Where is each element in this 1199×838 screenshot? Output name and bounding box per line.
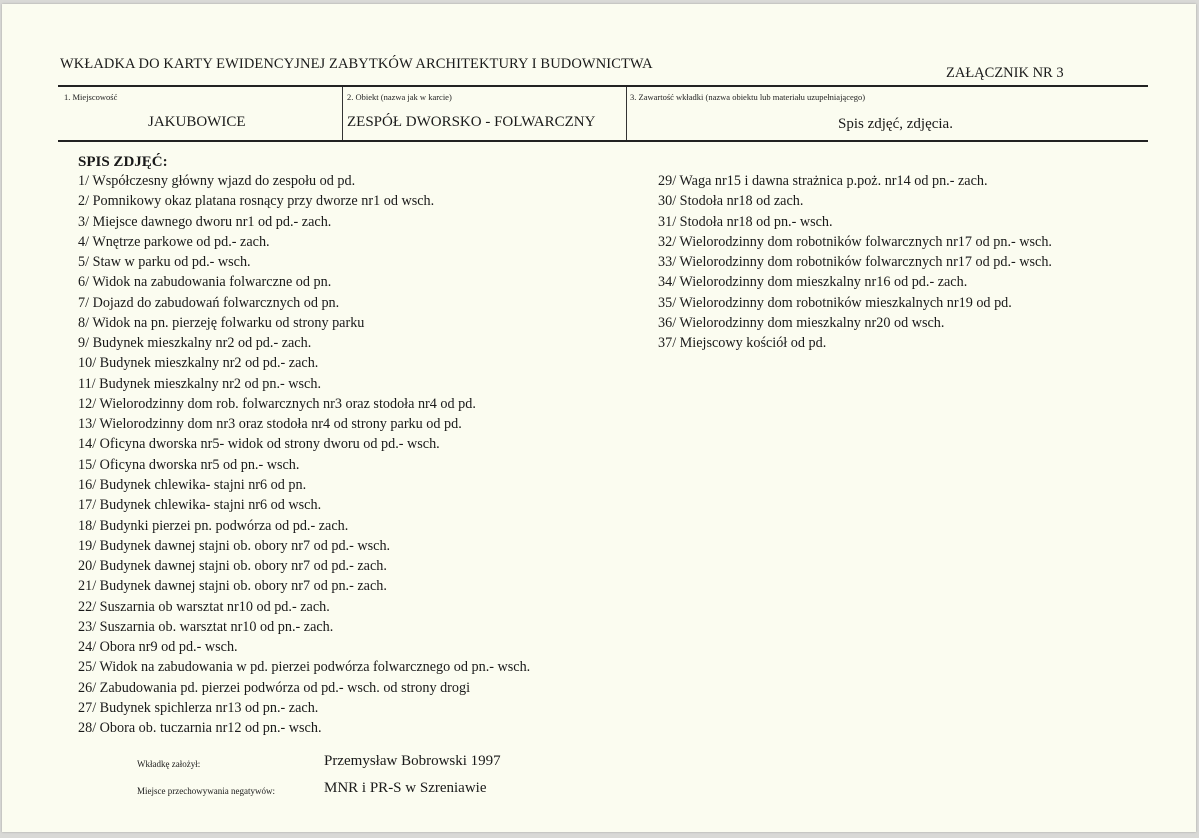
photo-list-item: 29/ Waga nr15 i dawna strażnica p.poż. nr14 od pn.- zach.: [658, 173, 988, 189]
document-title: WKŁADKA DO KARTY EWIDENCYJNEJ ZABYTKÓW ARCHITEKTURY I BUDOWNICTWA: [60, 56, 653, 72]
storage-value: MNR i PR-S w Szreniawie: [324, 780, 487, 796]
photo-list-item: 23/ Suszarnia ob. warsztat nr10 od pn.- zach.: [78, 618, 334, 635]
author-label: Wkładkę założył:: [137, 759, 201, 769]
photo-list-item: 6/ Widok na zabudowania folwarczne od pn.: [78, 274, 332, 291]
photo-list-item: 27/ Budynek spichlerza nr13 od pn.- zach.: [78, 699, 319, 716]
photo-list-item: 22/ Suszarnia ob warsztat nr10 od pd.- zach.: [78, 598, 330, 615]
photo-list-item: 1/ Współczesny główny wjazd do zespołu od pd.: [78, 173, 356, 189]
document-sheet: [2, 4, 1196, 832]
photo-list-item: 16/ Budynek chlewika- stajni nr6 od pn.: [78, 476, 307, 493]
photo-list-right: [658, 171, 1052, 353]
photo-list-item: 5/ Staw w parku od pd.- wsch.: [78, 254, 251, 271]
header-rule-bottom: [58, 140, 1148, 142]
photo-list-item: 17/ Budynek chlewika- stajni nr6 od wsch.: [78, 497, 322, 514]
photo-list-item: 30/ Stodoła nr18 od zach.: [658, 193, 804, 210]
content-value: Spis zdjęć, zdjęcia.: [838, 116, 953, 132]
field-divider-2: [626, 87, 627, 140]
locality-label: 1. Miejscowość: [64, 92, 118, 102]
photo-list-item: 12/ Wielorodzinny dom rob. folwarcznych nr3 oraz stodoła nr4 od pd.: [78, 395, 476, 412]
photo-list-item: 10/ Budynek mieszkalny nr2 od pd.- zach.: [78, 355, 319, 372]
photo-list-item: 13/ Wielorodzinny dom nr3 oraz stodoła nr4 od strony parku od pd.: [78, 416, 462, 433]
field-divider-1: [342, 87, 343, 140]
photo-list-item: 25/ Widok na zabudowania w pd. pierzei podwórza folwarcznego od pn.- wsch.: [78, 659, 531, 676]
photo-list-item: 24/ Obora nr9 od pd.- wsch.: [78, 639, 238, 656]
photo-list-item: 33/ Wielorodzinny dom robotników folwarcznych nr17 od pd.- wsch.: [658, 254, 1052, 271]
locality-value: JAKUBOWICE: [148, 114, 246, 130]
photo-list-item: 34/ Wielorodzinny dom mieszkalny nr16 od pd.- zach.: [658, 274, 968, 291]
photo-list-item: 14/ Oficyna dworska nr5- widok od strony dworu od pd.- wsch.: [78, 436, 440, 453]
photo-list-item: 28/ Obora ob. tuczarnia nr12 od pn.- wsch.: [78, 720, 322, 737]
author-value: Przemysław Bobrowski 1997: [324, 753, 501, 769]
annex-number: ZAŁĄCZNIK NR 3: [946, 65, 1064, 81]
object-value: ZESPÓŁ DWORSKO - FOLWARCZNY: [347, 114, 596, 130]
photo-list-item: 3/ Miejsce dawnego dworu nr1 od pd.- zach.: [78, 213, 332, 230]
photo-list-item: 32/ Wielorodzinny dom robotników folwarcznych nr17 od pn.- wsch.: [658, 233, 1052, 250]
photo-list-item: 11/ Budynek mieszkalny nr2 od pn.- wsch.: [78, 375, 321, 392]
photo-list-item: 4/ Wnętrze parkowe od pd.- zach.: [78, 233, 270, 250]
photo-list-item: 21/ Budynek dawnej stajni ob. obory nr7 od pn.- zach.: [78, 578, 387, 595]
photo-list-item: 15/ Oficyna dworska nr5 od pn.- wsch.: [78, 456, 300, 473]
photo-list-item: 8/ Widok na pn. pierzeję folwarku od strony parku: [78, 314, 365, 331]
photo-list-item: 31/ Stodoła nr18 od pn.- wsch.: [658, 213, 833, 230]
header-rule-top: [58, 85, 1148, 87]
object-label: 2. Obiekt (nazwa jak w karcie): [347, 92, 452, 102]
photo-list-title: SPIS ZDJĘĆ:: [78, 154, 168, 170]
photo-list-item: 18/ Budynki pierzei pn. podwórza od pd.- zach.: [78, 517, 349, 534]
photo-list-item: 37/ Miejscowy kościół od pd.: [658, 335, 827, 352]
photo-list-item: 26/ Zabudowania pd. pierzei podwórza od pd.- wsch. od strony drogi: [78, 679, 471, 696]
photo-list-item: 2/ Pomnikowy okaz platana rosnący przy dworze nr1 od wsch.: [78, 193, 435, 210]
photo-list-item: 19/ Budynek dawnej stajni ob. obory nr7 od pd.- wsch.: [78, 537, 391, 554]
photo-list-item: 35/ Wielorodzinny dom robotników mieszkalnych nr19 od pd.: [658, 294, 1012, 311]
photo-list-item: 36/ Wielorodzinny dom mieszkalny nr20 od wsch.: [658, 314, 945, 331]
photo-list-item: 9/ Budynek mieszkalny nr2 od pd.- zach.: [78, 335, 312, 352]
photo-list-item: 20/ Budynek dawnej stajni ob. obory nr7 od pd.- zach.: [78, 558, 387, 575]
content-label: 3. Zawartość wkładki (nazwa obiektu lub materiału uzupełniającego): [630, 92, 866, 102]
photo-list-item: 7/ Dojazd do zabudowań folwarcznych od pn.: [78, 294, 340, 311]
storage-label: Miejsce przechowywania negatywów:: [137, 786, 275, 796]
photo-list-left: [78, 171, 530, 738]
